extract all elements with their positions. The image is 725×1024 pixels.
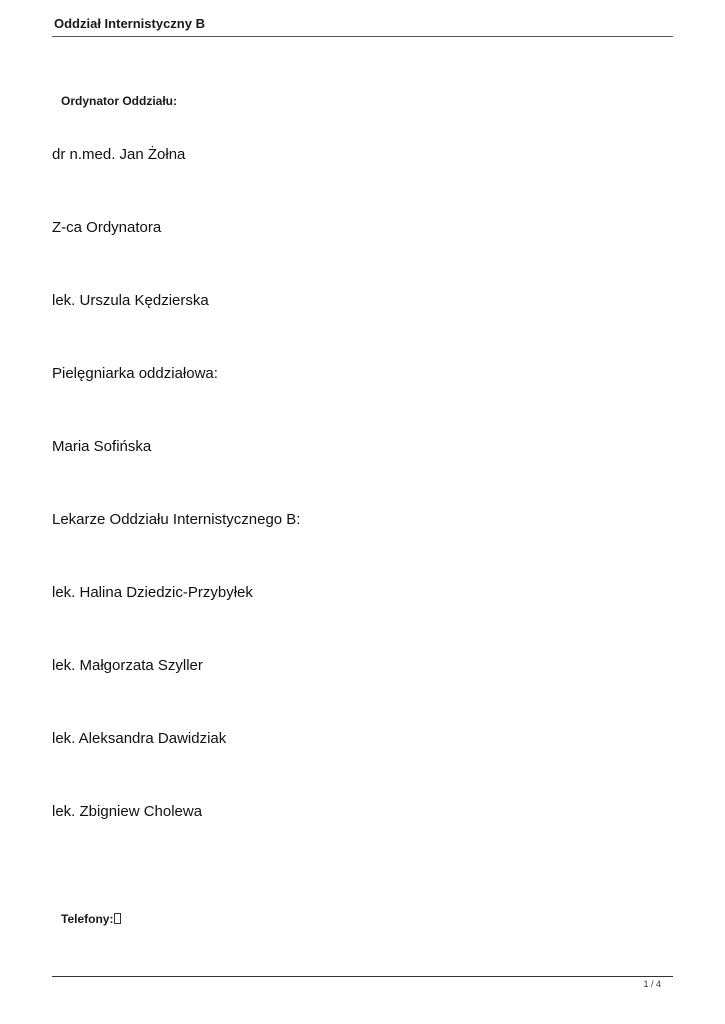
entry-head-of-department-name: dr n.med. Jan Żołna <box>52 146 186 163</box>
entry-doctor-name: lek. Halina Dziedzic-Przybyłek <box>52 584 253 601</box>
page-footer <box>52 976 673 991</box>
entry-doctor-name: lek. Zbigniew Cholewa <box>52 803 203 820</box>
entry-head-nurse-label: Pielęgniarka oddziałowa: <box>52 365 218 382</box>
phones-heading-label: Telefony: <box>61 912 114 926</box>
entry-deputy-head-name: lek. Urszula Kędzierska <box>52 292 209 309</box>
entry-doctor-name: lek. Małgorzata Szyller <box>52 657 203 674</box>
page-title: Oddział Internistyczny B <box>54 16 205 31</box>
page-header <box>52 14 673 37</box>
page-number: 1 / 4 <box>643 979 661 989</box>
entry-head-nurse-name: Maria Sofińska <box>52 438 152 455</box>
entry-doctors-label: Lekarze Oddziału Internistycznego B: <box>52 511 301 528</box>
entry-doctor-name: lek. Aleksandra Dawidziak <box>52 730 227 747</box>
section-heading-head-of-department: Ordynator Oddziału: <box>61 94 178 108</box>
missing-glyph-icon <box>114 913 121 924</box>
section-heading-phones <box>61 912 121 926</box>
entry-deputy-head-label: Z-ca Ordynatora <box>52 219 162 236</box>
